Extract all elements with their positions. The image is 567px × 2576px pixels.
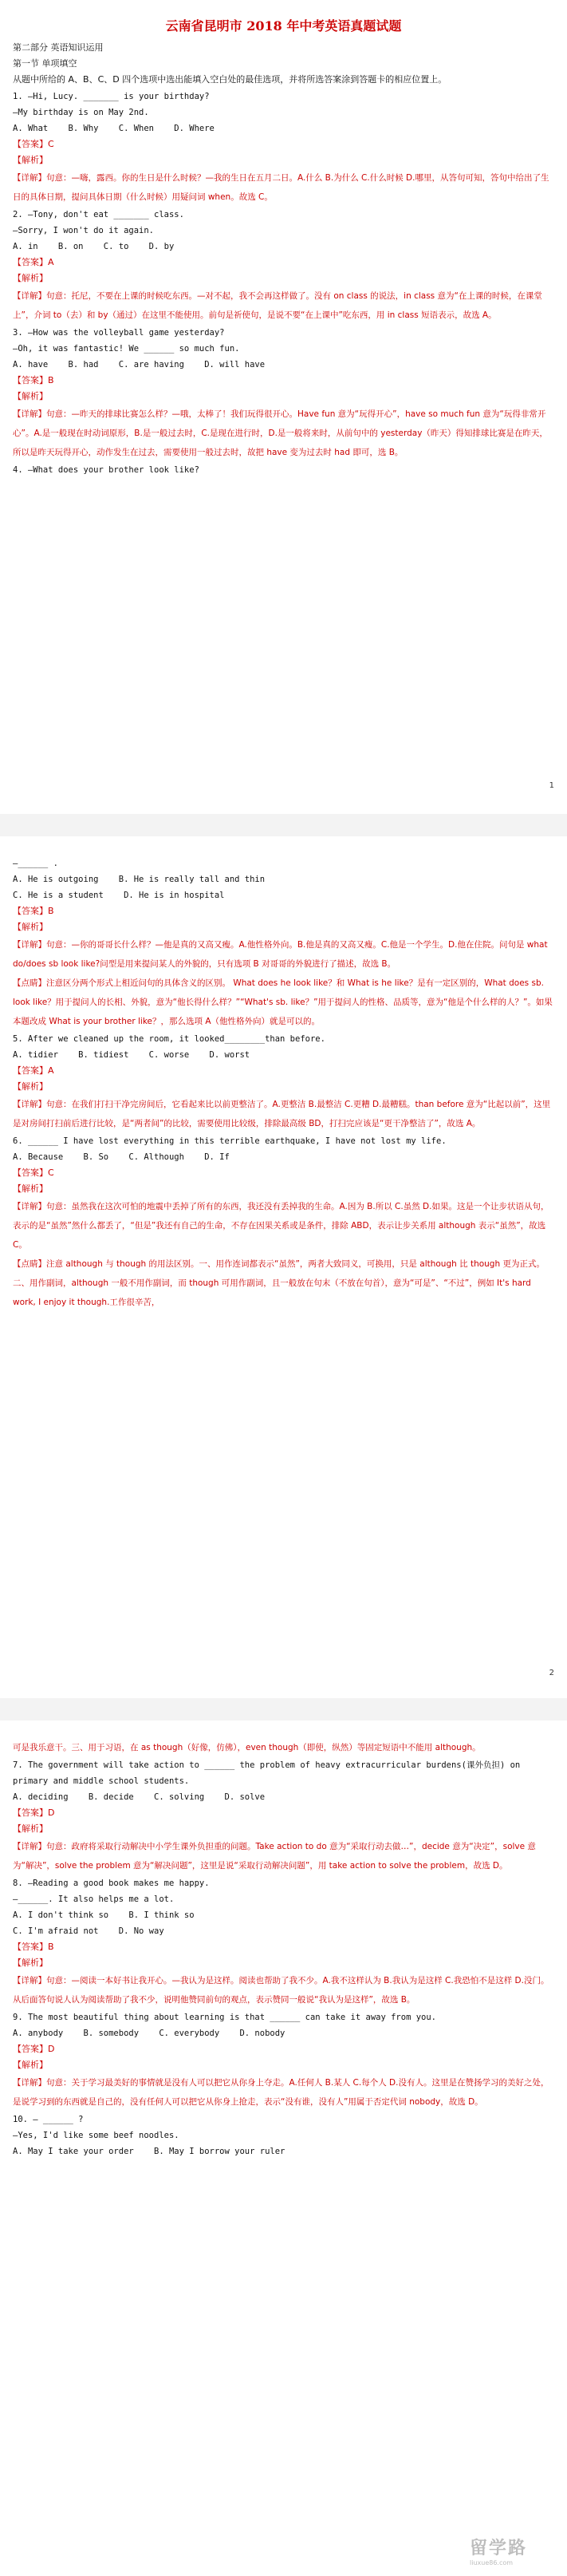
question-5-stem: 5. After we cleaned up the room, it looked________than before. [13, 1034, 325, 1044]
question-2-stem: 2. —Tony, don't eat _______ class. [13, 210, 184, 219]
question-2-detail: 【详解】句意：托尼，不要在上课的时候吃东西。—对不起，我不会再这样做了。没有 on class 的说法，in class 意为“在上课的时候，在课堂上”，介词 to（去）和 by（通过）在这里不能使用。前句是祈使句，是说不要“在上课中”吃东西，用 in class 短语表示，故选 A。 [13, 291, 542, 320]
question-3-stem: 3. —How was the volleyball game yesterday? [13, 328, 225, 338]
question-6-explain: 【解析】 [13, 1183, 48, 1194]
instructions: 从题中所给的 A、B、C、D 四个选项中选出能填入空白处的最佳选项，并将所选答案涂到答题卡的相应位置上。 [13, 74, 447, 85]
question-4-point: 【点睛】注意区分两个形式上相近问句的具体含义的区别。 What does he look like？和 What is he like？是有一定区别的，What does sb. look like？用于提问人的长相、外貌，意为“他长得什么样？”“What's sb. like？”用于提问人的性格、品质等，意为“他是个什么样的人？”。如果本题改成 What is your brother like？，那么选项 A（他性格外向）就是可以的。 [13, 978, 553, 1026]
question-1-line2: —My birthday is on May 2nd. [13, 108, 149, 117]
page-title: 云南省昆明市 2018 年中考英语真题试题 [165, 18, 402, 34]
question-1-options: A. What B. Why C. When D. Where [13, 124, 215, 133]
watermark-subtext: liuxue86.com [470, 2559, 514, 2566]
watermark-logo [470, 2535, 557, 2565]
question-4-line2: —______ . [13, 859, 58, 868]
question-2-line2: —Sorry, I won't do it again. [13, 226, 155, 235]
question-4-stem: 4. —What does your brother look like? [13, 465, 199, 475]
question-8-detail: 【详解】句意：—阅读一本好书让我开心。—我认为是这样。阅读也帮助了我不少。A.我不这样认为 B.我认为是这样 C.我恐怕不是这样 D.没门。从后面答句说人认为阅读帮助了我不少，说明他赞同前句的观点，表示赞同一般说“我认为是这样”，故选 B。 [13, 1976, 549, 2005]
question-10-line2: —Yes, I'd like some beef noodles. [13, 2131, 179, 2140]
question-4-detail: 【详解】句意：—你的哥哥长什么样？—他是真的又高又瘦。A.他性格外向。B.他是真的又高又瘦。C.他是一个学生。D.他在住院。问句是 what do/does sb look like?问型是用来提问某人的外貌的，只有选项 B 对哥哥的外貌进行了描述，故选 B。 [13, 940, 548, 969]
question-4-explain: 【解析】 [13, 922, 48, 932]
question-5-answer: 【答案】A [13, 1065, 54, 1076]
page-number-1: 1 [549, 781, 554, 790]
question-7-detail: 【详解】句意：政府将采取行动解决中小学生课外负担重的问题。Take action to do 意为“采取行动去做…”，decide 意为“决定”，solve 意为“解决”，solve the problem 意为“解决问题”，这里是说“采取行动解决问题”，用 take action to solve the problem，故选 D。 [13, 1842, 536, 1871]
part-heading: 第二部分 英语知识运用 [13, 42, 104, 53]
question-2-explain: 【解析】 [13, 273, 48, 283]
question-3-explain: 【解析】 [13, 391, 48, 401]
question-1-stem: 1. —Hi, Lucy. _______ is your birthday? [13, 92, 210, 101]
page-3 [0, 1721, 567, 2576]
question-6-detail: 【详解】句意：虽然我在这次可怕的地震中丢掉了所有的东西，我还没有丢掉我的生命。A.因为 B.所以 C.虽然 D.如果。这是一个让步状语从句，表示的是“虽然”然什么都丢了，“但是”我还有自己的生命，不存在因果关系或是条件，排除 ABD，表示让步关系用 although 表示“虽然”，故选 C。 [13, 1202, 549, 1250]
question-5-explain: 【解析】 [13, 1081, 48, 1092]
question-2-options: A. in B. on C. to D. by [13, 242, 175, 251]
question-6-options: A. Because B. So C. Although D. If [13, 1152, 230, 1162]
question-7-answer: 【答案】D [13, 1808, 55, 1818]
question-5-options: A. tidier B. tidiest C. worse D. worst [13, 1050, 250, 1060]
question-9-explain: 【解析】 [13, 2060, 48, 2070]
question-3-options: A. have B. had C. are having D. will have [13, 360, 266, 369]
question-9-options: A. anybody B. somebody C. everybody D. nobody [13, 2029, 285, 2038]
question-8-stem: 8. —Reading a good book makes me happy. [13, 1879, 210, 1888]
question-6-answer: 【答案】C [13, 1167, 54, 1178]
question-10-stem: 10. — ______ ? [13, 2115, 84, 2124]
question-8-options-1: A. I don't think so B. I think so [13, 1910, 195, 1920]
page-1 [0, 0, 567, 814]
question-3-answer: 【答案】B [13, 375, 54, 385]
question-6-stem: 6. ______ I have lost everything in this terrible earthquake, I have not lost my life. [13, 1136, 447, 1146]
page-2 [0, 836, 567, 1698]
question-8-line2: —______. It also helps me a lot. [13, 1894, 175, 1904]
question-1-answer: 【答案】C [13, 139, 54, 149]
question-7-explain: 【解析】 [13, 1823, 48, 1834]
question-6-point-continued: 可是我乐意干。三、用于习语，在 as though（好像，仿佛），even though（即使，纵然）等固定短语中不能用 although。 [13, 1743, 481, 1752]
question-6-point: 【点睛】注意 although 与 though 的用法区别。一、用作连词都表示“虽然”，两者大致同义，可换用，只是 although 比 though 更为正式。二、用作副词，although 一般不用作副词，而 though 可用作副词，且一般放在句末（不放在句首），意为“可是”、“不过”，例如 It's hard work, I enjoy it though.工作很辛苦， [13, 1259, 545, 1307]
page-number-2: 2 [549, 1669, 554, 1677]
watermark-text: 留学路 [470, 2538, 528, 2558]
question-4-options-1: A. He is outgoing B. He is really tall and thin [13, 875, 266, 884]
question-7-options: A. deciding B. decide C. solving D. solve [13, 1792, 266, 1802]
question-10-options: A. May I take your order B. May I borrow your ruler [13, 2147, 285, 2156]
question-9-detail: 【详解】句意：关于学习最美好的事情就是没有人可以把它从你身上夺走。A.任何人 B.某人 C.每个人 D.没有人。这里是在赞扬学习的美好之处，是说学习到的东西就是自己的，没有任何人可以把它从你身上抢走，表示“没有谁，没有人”用属于否定代词 nobody，故选 D。 [13, 2078, 549, 2107]
question-4-answer: 【答案】B [13, 906, 54, 916]
question-4-options-2: C. He is a student D. He is in hospital [13, 891, 225, 900]
question-3-line2: —Oh, it was fantastic! We ______ so much fun. [13, 344, 240, 354]
question-1-explain: 【解析】 [13, 155, 48, 165]
question-1-detail: 【详解】句意：—嗨，露西。你的生日是什么时候？—我的生日在五月二日。A.什么 B.为什么 C.什么时候 D.哪里，从答句可知，答句中给出了生日的具体日期，提问具体日期（什么时候）用疑问词 when。故选 C。 [13, 173, 549, 202]
question-3-detail: 【详解】句意：—昨天的排球比赛怎么样？—哦，太棒了！我们玩得很开心。Have fun 意为“玩得开心”，have so much fun 意为“玩得非常开心”。A.是一般现在时动词原形，B.是一般过去时，C.是现在进行时，D.是一般将来时，从前句中的 yesterday（昨天）得知排球比赛是在昨天，所以是昨天玩得开心，动作发生在过去，需要使用一般过去时，故把 have 变为过去时 had 即可，选 B。 [13, 409, 548, 457]
question-2-answer: 【答案】A [13, 257, 54, 267]
question-5-detail: 【详解】句意：在我们打扫干净完房间后，它看起来比以前更整洁了。A.更整洁 B.最整洁 C.更糟 D.最糟糕。than before 意为“比起以前”，这里是对房间打扫前后进行比较，是“两者间”的比较，需要使用比较级，排除最高级 BD，打扫完应该是“更干净整洁了”，故选 A。 [13, 1100, 551, 1128]
question-9-answer: 【答案】D [13, 2044, 55, 2054]
section-heading: 第一节 单项填空 [13, 58, 77, 69]
question-7-stem: 7. The government will take action to ______ the problem of heavy extracurricular burdens(课外负担) on primary and middle school students. [13, 1760, 526, 1786]
question-8-options-2: C. I'm afraid not D. No way [13, 1926, 164, 1936]
question-8-explain: 【解析】 [13, 1958, 48, 1968]
question-8-answer: 【答案】B [13, 1942, 54, 1952]
question-9-stem: 9. The most beautiful thing about learning is that ______ can take it away from you. [13, 2013, 437, 2022]
